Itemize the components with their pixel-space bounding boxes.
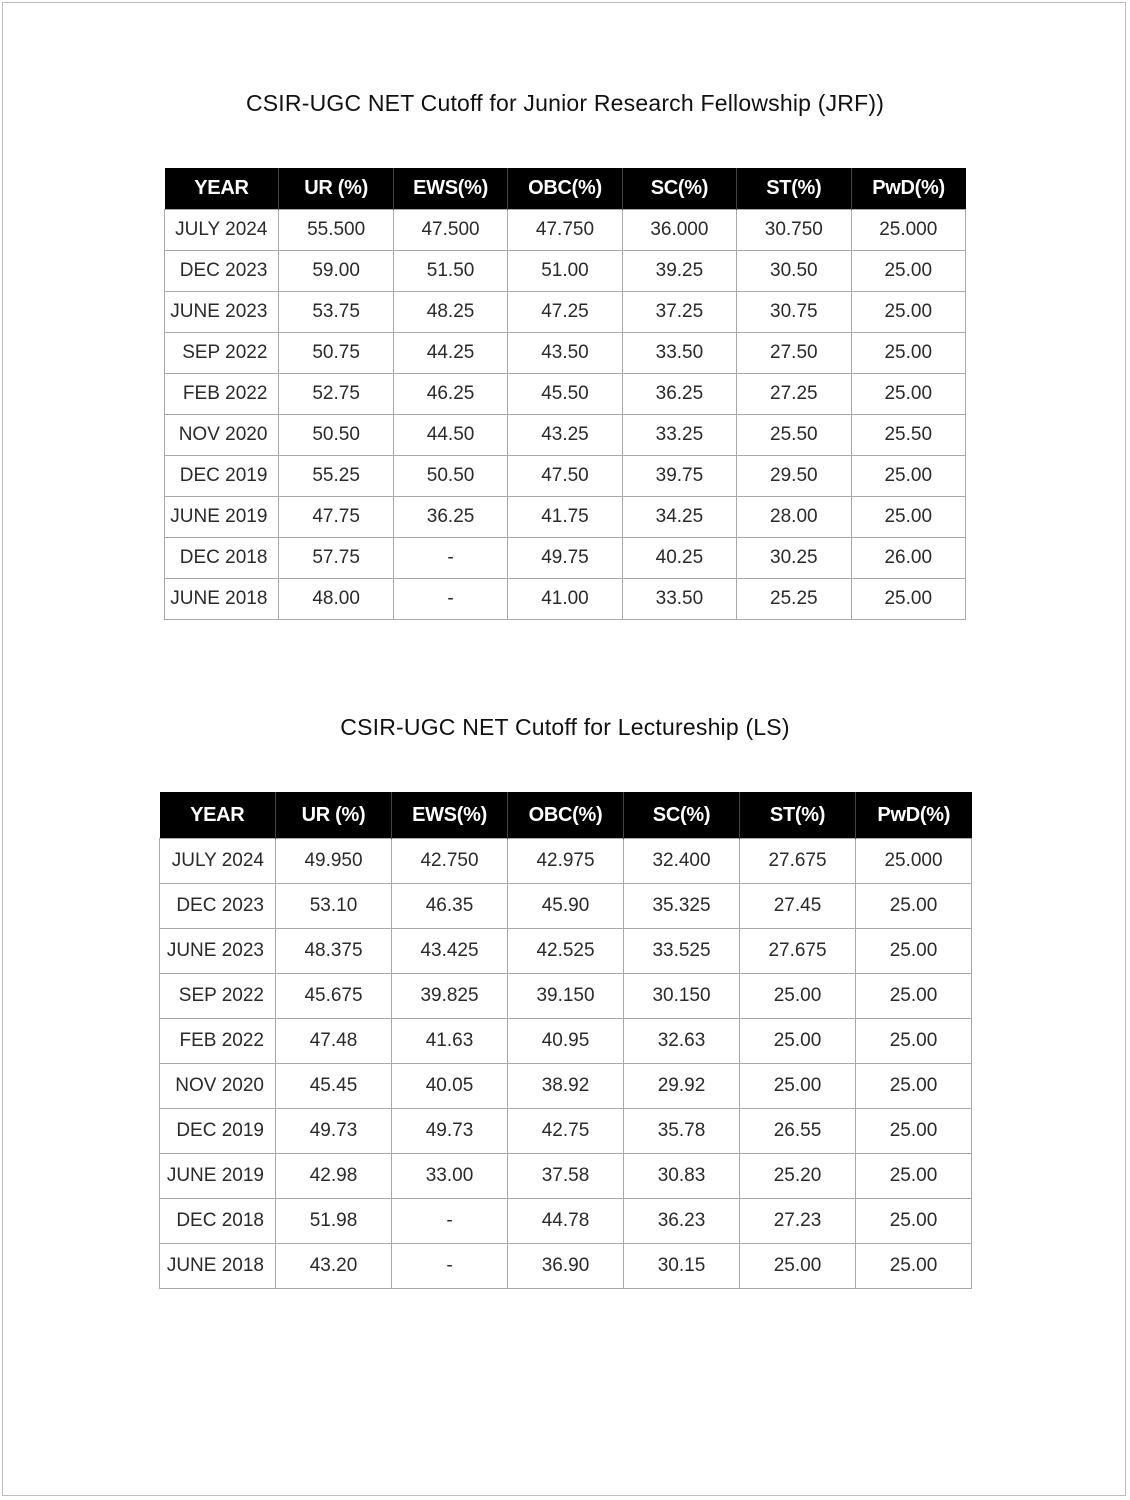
pwd-cell: 25.00 <box>856 1154 972 1199</box>
sc-cell: 33.50 <box>622 333 736 374</box>
ews-cell: 36.25 <box>393 497 507 538</box>
sc-cell: 39.25 <box>622 251 736 292</box>
header-pwd: PwD(%) <box>851 168 965 210</box>
ur-cell: 43.20 <box>276 1244 392 1289</box>
ews-cell: 41.63 <box>392 1019 508 1064</box>
ews-cell: 51.50 <box>393 251 507 292</box>
ur-cell: 55.500 <box>279 210 393 251</box>
ews-cell: 40.05 <box>392 1064 508 1109</box>
year-cell: DEC 2018 <box>165 538 279 579</box>
sc-cell: 36.23 <box>624 1199 740 1244</box>
table-row <box>160 839 972 884</box>
ews-cell: 46.25 <box>393 374 507 415</box>
table-row <box>160 1064 972 1109</box>
pwd-cell: 25.00 <box>856 1199 972 1244</box>
st-cell: 30.75 <box>737 292 851 333</box>
ur-cell: 48.00 <box>279 579 393 620</box>
pwd-cell: 25.00 <box>856 884 972 929</box>
ews-cell: 33.00 <box>392 1154 508 1199</box>
header-ews: EWS(%) <box>393 168 507 210</box>
ews-cell: 39.825 <box>392 974 508 1019</box>
ur-cell: 50.75 <box>279 333 393 374</box>
obc-cell: 43.50 <box>508 333 622 374</box>
year-cell: JULY 2024 <box>160 839 276 884</box>
pwd-cell: 25.000 <box>851 210 965 251</box>
table-row <box>165 251 966 292</box>
table-row <box>160 1019 972 1064</box>
ur-cell: 51.98 <box>276 1199 392 1244</box>
obc-cell: 42.525 <box>508 929 624 974</box>
header-obc: OBC(%) <box>508 792 624 839</box>
ur-cell: 53.10 <box>276 884 392 929</box>
ews-cell: - <box>392 1199 508 1244</box>
ls-table-title: CSIR-UGC NET Cutoff for Lectureship (LS) <box>340 714 790 740</box>
pwd-cell: 25.00 <box>851 497 965 538</box>
year-cell: JUNE 2018 <box>160 1244 276 1289</box>
st-cell: 27.23 <box>740 1199 856 1244</box>
ur-cell: 42.98 <box>276 1154 392 1199</box>
ur-cell: 50.50 <box>279 415 393 456</box>
table-row <box>165 292 966 333</box>
table-row <box>160 1109 972 1154</box>
st-cell: 25.00 <box>740 1244 856 1289</box>
header-ur: UR (%) <box>279 168 393 210</box>
ews-cell: 50.50 <box>393 456 507 497</box>
pwd-cell: 25.00 <box>851 292 965 333</box>
obc-cell: 47.750 <box>508 210 622 251</box>
obc-cell: 38.92 <box>508 1064 624 1109</box>
sc-cell: 29.92 <box>624 1064 740 1109</box>
sc-cell: 35.325 <box>624 884 740 929</box>
ews-cell: - <box>392 1244 508 1289</box>
pwd-cell: 25.00 <box>856 974 972 1019</box>
table-row <box>160 884 972 929</box>
table-header-row <box>160 792 972 839</box>
ur-cell: 55.25 <box>279 456 393 497</box>
ur-cell: 47.75 <box>279 497 393 538</box>
pwd-cell: 25.50 <box>851 415 965 456</box>
ews-cell: 44.50 <box>393 415 507 456</box>
ur-cell: 49.73 <box>276 1109 392 1154</box>
sc-cell: 33.25 <box>622 415 736 456</box>
table-row <box>160 1244 972 1289</box>
obc-cell: 45.50 <box>508 374 622 415</box>
st-cell: 30.50 <box>737 251 851 292</box>
pwd-cell: 25.00 <box>851 579 965 620</box>
pwd-cell: 25.00 <box>851 456 965 497</box>
header-st: ST(%) <box>740 792 856 839</box>
year-cell: SEP 2022 <box>160 974 276 1019</box>
year-cell: DEC 2018 <box>160 1199 276 1244</box>
obc-cell: 39.150 <box>508 974 624 1019</box>
table-row <box>160 929 972 974</box>
sc-cell: 36.25 <box>622 374 736 415</box>
st-cell: 25.20 <box>740 1154 856 1199</box>
year-cell: JUNE 2019 <box>160 1154 276 1199</box>
pwd-cell: 25.00 <box>851 374 965 415</box>
st-cell: 26.55 <box>740 1109 856 1154</box>
year-cell: FEB 2022 <box>165 374 279 415</box>
sc-cell: 32.400 <box>624 839 740 884</box>
header-pwd: PwD(%) <box>856 792 972 839</box>
year-cell: JUNE 2018 <box>165 579 279 620</box>
pwd-cell: 25.00 <box>851 333 965 374</box>
obc-cell: 47.25 <box>508 292 622 333</box>
ews-cell: - <box>393 579 507 620</box>
sc-cell: 30.150 <box>624 974 740 1019</box>
pwd-cell: 25.00 <box>851 251 965 292</box>
st-cell: 29.50 <box>737 456 851 497</box>
year-cell: FEB 2022 <box>160 1019 276 1064</box>
sc-cell: 36.000 <box>622 210 736 251</box>
ews-cell: 47.500 <box>393 210 507 251</box>
sc-cell: 34.25 <box>622 497 736 538</box>
jrf-cutoff-table <box>164 168 966 620</box>
obc-cell: 41.75 <box>508 497 622 538</box>
header-year: YEAR <box>165 168 279 210</box>
year-cell: JUNE 2023 <box>165 292 279 333</box>
obc-cell: 47.50 <box>508 456 622 497</box>
year-cell: SEP 2022 <box>165 333 279 374</box>
table-row <box>165 415 966 456</box>
year-cell: JUNE 2023 <box>160 929 276 974</box>
table-row <box>165 210 966 251</box>
sc-cell: 30.15 <box>624 1244 740 1289</box>
ur-cell: 48.375 <box>276 929 392 974</box>
pwd-cell: 25.00 <box>856 1244 972 1289</box>
ews-cell: 43.425 <box>392 929 508 974</box>
obc-cell: 41.00 <box>508 579 622 620</box>
pwd-cell: 25.00 <box>856 929 972 974</box>
table-row <box>165 374 966 415</box>
st-cell: 27.675 <box>740 839 856 884</box>
table-row <box>165 333 966 374</box>
pwd-cell: 26.00 <box>851 538 965 579</box>
year-cell: DEC 2023 <box>165 251 279 292</box>
header-sc: SC(%) <box>622 168 736 210</box>
obc-cell: 42.75 <box>508 1109 624 1154</box>
pwd-cell: 25.00 <box>856 1064 972 1109</box>
ur-cell: 45.675 <box>276 974 392 1019</box>
table-row <box>160 1154 972 1199</box>
ls-cutoff-table <box>159 792 972 1289</box>
obc-cell: 49.75 <box>508 538 622 579</box>
ur-cell: 52.75 <box>279 374 393 415</box>
sc-cell: 33.50 <box>622 579 736 620</box>
sc-cell: 35.78 <box>624 1109 740 1154</box>
obc-cell: 51.00 <box>508 251 622 292</box>
ews-cell: 46.35 <box>392 884 508 929</box>
st-cell: 25.00 <box>740 1064 856 1109</box>
st-cell: 25.00 <box>740 974 856 1019</box>
sc-cell: 33.525 <box>624 929 740 974</box>
obc-cell: 43.25 <box>508 415 622 456</box>
table-row <box>165 456 966 497</box>
ur-cell: 57.75 <box>279 538 393 579</box>
ur-cell: 47.48 <box>276 1019 392 1064</box>
header-ews: EWS(%) <box>392 792 508 839</box>
sc-cell: 30.83 <box>624 1154 740 1199</box>
ews-cell: - <box>393 538 507 579</box>
year-cell: NOV 2020 <box>165 415 279 456</box>
st-cell: 27.45 <box>740 884 856 929</box>
sc-cell: 32.63 <box>624 1019 740 1064</box>
table-row <box>160 974 972 1019</box>
year-cell: DEC 2019 <box>160 1109 276 1154</box>
table-row <box>165 497 966 538</box>
table-row <box>165 579 966 620</box>
obc-cell: 40.95 <box>508 1019 624 1064</box>
obc-cell: 37.58 <box>508 1154 624 1199</box>
sc-cell: 40.25 <box>622 538 736 579</box>
ur-cell: 45.45 <box>276 1064 392 1109</box>
st-cell: 25.00 <box>740 1019 856 1064</box>
st-cell: 28.00 <box>737 497 851 538</box>
table-row <box>160 1199 972 1244</box>
st-cell: 30.25 <box>737 538 851 579</box>
ur-cell: 49.950 <box>276 839 392 884</box>
pwd-cell: 25.00 <box>856 1109 972 1154</box>
sc-cell: 39.75 <box>622 456 736 497</box>
year-cell: DEC 2019 <box>165 456 279 497</box>
header-obc: OBC(%) <box>508 168 622 210</box>
jrf-table-title: CSIR-UGC NET Cutoff for Junior Research Fellowship (JRF)) <box>245 90 885 116</box>
sc-cell: 37.25 <box>622 292 736 333</box>
ews-cell: 48.25 <box>393 292 507 333</box>
year-cell: NOV 2020 <box>160 1064 276 1109</box>
st-cell: 27.50 <box>737 333 851 374</box>
year-cell: DEC 2023 <box>160 884 276 929</box>
header-ur: UR (%) <box>276 792 392 839</box>
st-cell: 30.750 <box>737 210 851 251</box>
header-st: ST(%) <box>737 168 851 210</box>
obc-cell: 36.90 <box>508 1244 624 1289</box>
year-cell: JUNE 2019 <box>165 497 279 538</box>
ur-cell: 59.00 <box>279 251 393 292</box>
pwd-cell: 25.000 <box>856 839 972 884</box>
header-year: YEAR <box>160 792 276 839</box>
pwd-cell: 25.00 <box>856 1019 972 1064</box>
ews-cell: 42.750 <box>392 839 508 884</box>
obc-cell: 44.78 <box>508 1199 624 1244</box>
table-row <box>165 538 966 579</box>
ur-cell: 53.75 <box>279 292 393 333</box>
year-cell: JULY 2024 <box>165 210 279 251</box>
obc-cell: 42.975 <box>508 839 624 884</box>
ews-cell: 49.73 <box>392 1109 508 1154</box>
st-cell: 25.50 <box>737 415 851 456</box>
header-sc: SC(%) <box>624 792 740 839</box>
st-cell: 27.675 <box>740 929 856 974</box>
ews-cell: 44.25 <box>393 333 507 374</box>
st-cell: 27.25 <box>737 374 851 415</box>
obc-cell: 45.90 <box>508 884 624 929</box>
table-header-row <box>165 168 966 210</box>
st-cell: 25.25 <box>737 579 851 620</box>
